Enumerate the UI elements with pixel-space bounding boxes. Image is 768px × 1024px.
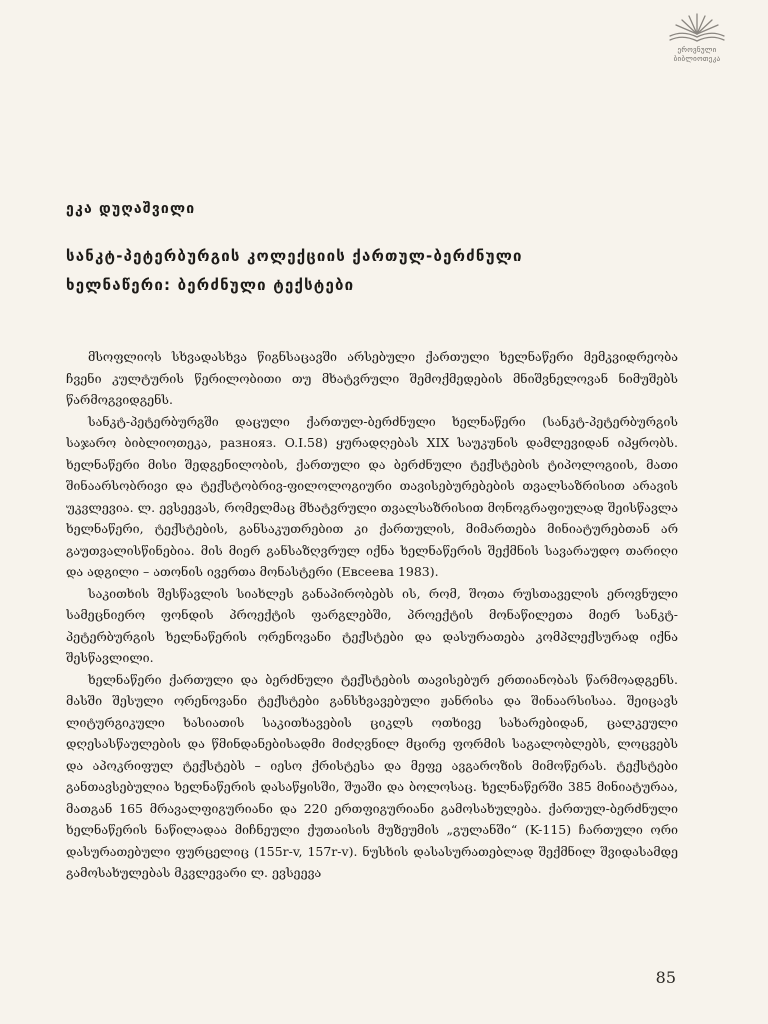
paragraph-2: სანკტ-პეტერბურგში დაცული ქართულ-ბერძნული ხელნაწერი (სანკტ-პეტერბურგის საჯარო ბიბლიოთეკა, разнояз. O.I.58) ყურადღებას XIX საუკუნის დამლევიდან იპყრობს. ხელნაწერი მისი შედგენილობის, ქართული და ბერძნული ტექსტების ტიპოლოგიის, მათი შინაარსობრივი და ტექსტობრივ-ფილოლოგიური თავისებურებების თვალსაზრისით არავის უკვლევია. ლ. ევსეევას, რომელმაც მხატვრული თვალსაზრისით მონოგრაფიულად შეისწავლა ხელნაწერი, ტექსტების, განსაკუთრებით კი ქართულის, მიმართება მინიატურებთან არ გაუთვალისწინებია. მის მიერ განსაზღვრულ იქნა ხელნაწერის შექმნის სავარაუდო თარიღი და ადგილი – ათონის ივერთა მონასტერი (Евсеева 1983). [66,413,678,579]
paragraph-4: ხელნაწერი ქართული და ბერძნული ტექსტების თავისებურ ერთიანობას წარმოადგენს. მასში შესული ორენოვანი ტექსტები განსხვავებული ჟანრისა და შინაარსისაა. შეიცავს ლიტურგიკული ხასიათის საკითხავების ციკლს ოთხივე სახარებიდან, ცალკეული დღესასწაულების და წმინდანებისადმი მიძღვნილ მცირე ფორმის საგალობლებს, ლოცვებს და აპოკრიფულ ტექსტებს – იესო ქრისტესა და მეფე ავგაროზის მიმოწერას. ტექსტები განთავსებულია ხელნაწერის დასაწყისში, შუაში და ბოლოსაც. ხელნაწერში 385 მინიატურაა, მათგან 165 მრავალფიგურიანი და 220 ერთფიგურიანი გამოსახულება. ქართულ-ბერძნული ხელნაწერის ნაწილადაა მიჩნეული ქუთაისის მუზეუმის „გულანში“ (K-115) ჩართული ორი დასურათებული ფურცელიც (155r-v, 157r-v). ნუსხის დასასურათებლად შექმნილ შვიდასამდე გამოსახულებას მკვლევარი ლ. ევსეევა [66,671,678,880]
author-name: ეკა დუღაშვილი [66,201,196,217]
article-title [66,242,706,300]
logo-text-line1: ეროვნული [677,46,717,54]
page-number: 85 [655,968,676,987]
open-book-with-rays-icon [665,12,729,46]
logo-text-line2: ბიბლიოთეკა [673,55,721,63]
paragraph-3: საკითხის შესწავლის სიახლეს განაპირობებს ის, რომ, შოთა რუსთაველის ეროვნული სამეცნიერო ფონდის პროექტის ფარგლებში, პროექტის მონაწილეთა მიერ სანკტ-პეტერბურგის ხელნაწერის ორენოვანი ტექსტები და დასურათება კომპლექსურად იქნა შესწავლილი. [66,585,678,665]
article-body [66,346,678,950]
paragraph-1: მსოფლიოს სხვადასხვა წიგნსაცავში არსებული ქართული ხელნაწერი მემკვიდრეობა ჩვენი კულტურის წერილობითი თუ მხატვრული შემოქმედების მნიშვნელოვან ნიმუშებს წარმოგვიდგენს. [66,349,678,407]
article-title-line2: ხელნაწერი: ბერძნული ტექსტები [66,276,355,294]
article-title-line1: სანკტ-პეტერბურგის კოლექციის ქართულ-ბერძნული [66,247,523,265]
library-logo [658,12,736,64]
